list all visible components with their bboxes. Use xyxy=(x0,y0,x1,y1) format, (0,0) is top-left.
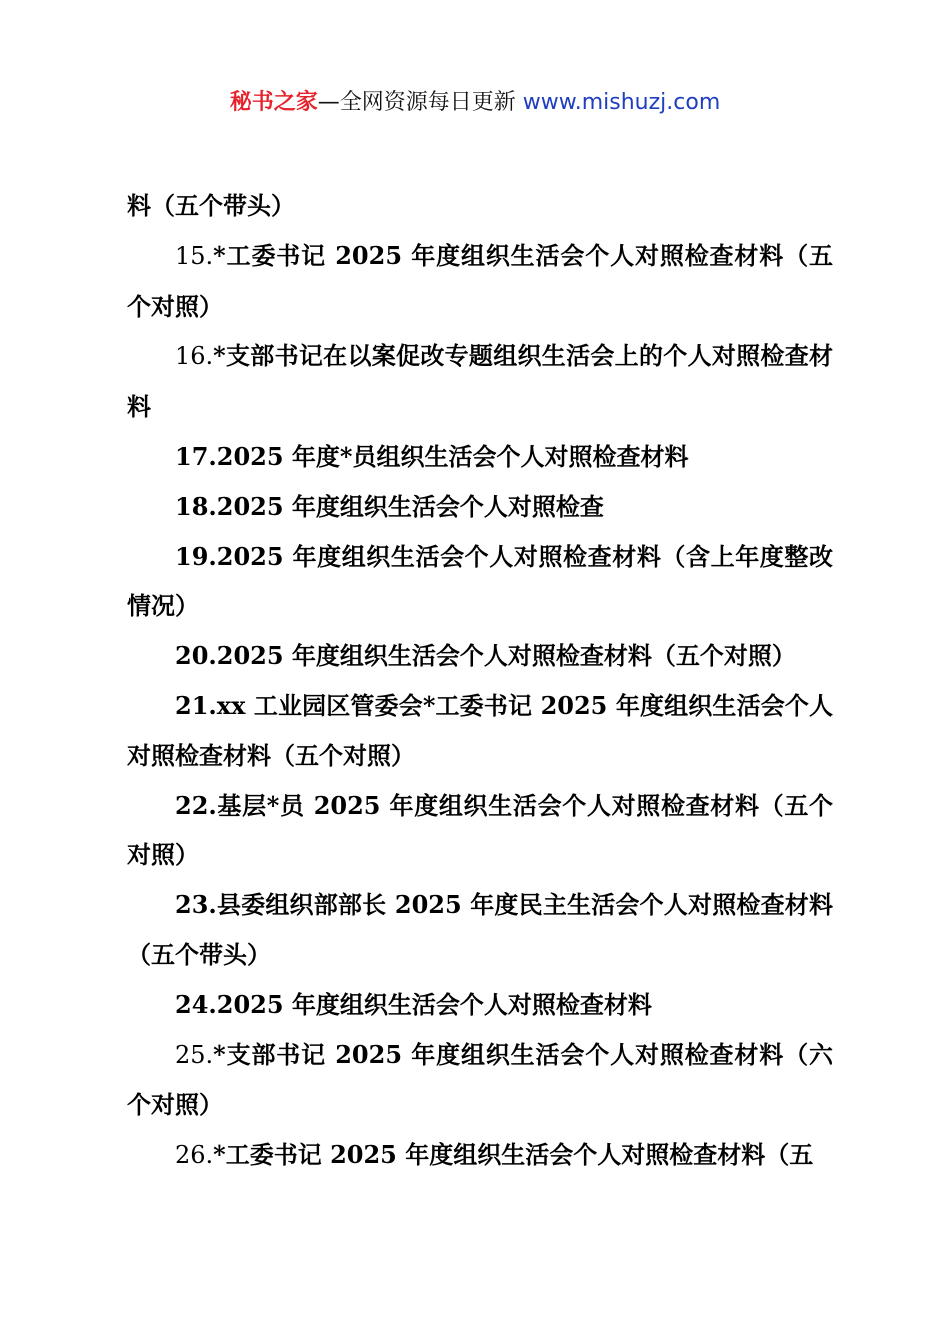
list-item-text: 23.县委组织部部长 2025 年度民主生活会个人对照检查材料（五个带头） xyxy=(127,890,833,969)
list-item-text: 21.xx 工业园区管委会*工委书记 2025 年度组织生活会个人对照检查材料（五个对照） xyxy=(127,690,833,770)
list-item-text: 18.2025 年度组织生活会个人对照检查 xyxy=(175,491,604,521)
document-list xyxy=(127,181,833,1181)
list-item-text: 19.2025 年度组织生活会个人对照检查材料（含上年度整改情况） xyxy=(127,541,833,621)
site-url[interactable]: www.mishuzj.com xyxy=(522,90,721,115)
list-item-26 xyxy=(127,1130,833,1181)
list-item-text: 17.2025 年度*员组织生活会个人对照检查材料 xyxy=(175,441,689,471)
list-item-text: 20.2025 年度组织生活会个人对照检查材料（五个对照） xyxy=(175,641,796,671)
list-item-text: *工委书记 2025 年度组织生活会个人对照检查材料（五 xyxy=(213,1140,814,1170)
list-item-25 xyxy=(127,1030,833,1131)
list-item-16 xyxy=(127,331,833,432)
list-item-number: 16. xyxy=(175,342,214,371)
site-header xyxy=(0,86,950,120)
list-item-19 xyxy=(127,532,833,632)
brand-name: 秘书之家 xyxy=(229,90,318,115)
list-item-number: 15. xyxy=(175,241,214,270)
list-item-text: *支部书记 2025 年度组织生活会个人对照检查材料（六个对照） xyxy=(127,1039,833,1120)
list-item-text: 22.基层*员 2025 年度组织生活会个人对照检查材料（五个对照） xyxy=(127,790,833,870)
list-item-text: *支部书记在以案促改专题组织生活会上的个人对照检查材料 xyxy=(127,341,833,422)
list-item-15 xyxy=(127,231,833,332)
list-item-17 xyxy=(127,432,833,482)
list-item-24 xyxy=(127,980,833,1030)
header-tagline: —全网资源每日更新 xyxy=(317,90,523,115)
list-item-number: 25. xyxy=(175,1040,214,1069)
list-item-continuation xyxy=(127,181,833,231)
list-item-number: 26. xyxy=(175,1141,214,1170)
list-item-18 xyxy=(127,482,833,532)
list-item-text: *工委书记 2025 年度组织生活会个人对照检查材料（五个对照） xyxy=(127,240,833,321)
list-item-text: 24.2025 年度组织生活会个人对照检查材料 xyxy=(175,989,652,1019)
list-item-23 xyxy=(127,880,833,980)
list-item-text: 料（五个带头） xyxy=(127,191,295,220)
list-item-21 xyxy=(127,681,833,781)
list-item-20 xyxy=(127,631,833,681)
list-item-22 xyxy=(127,781,833,881)
